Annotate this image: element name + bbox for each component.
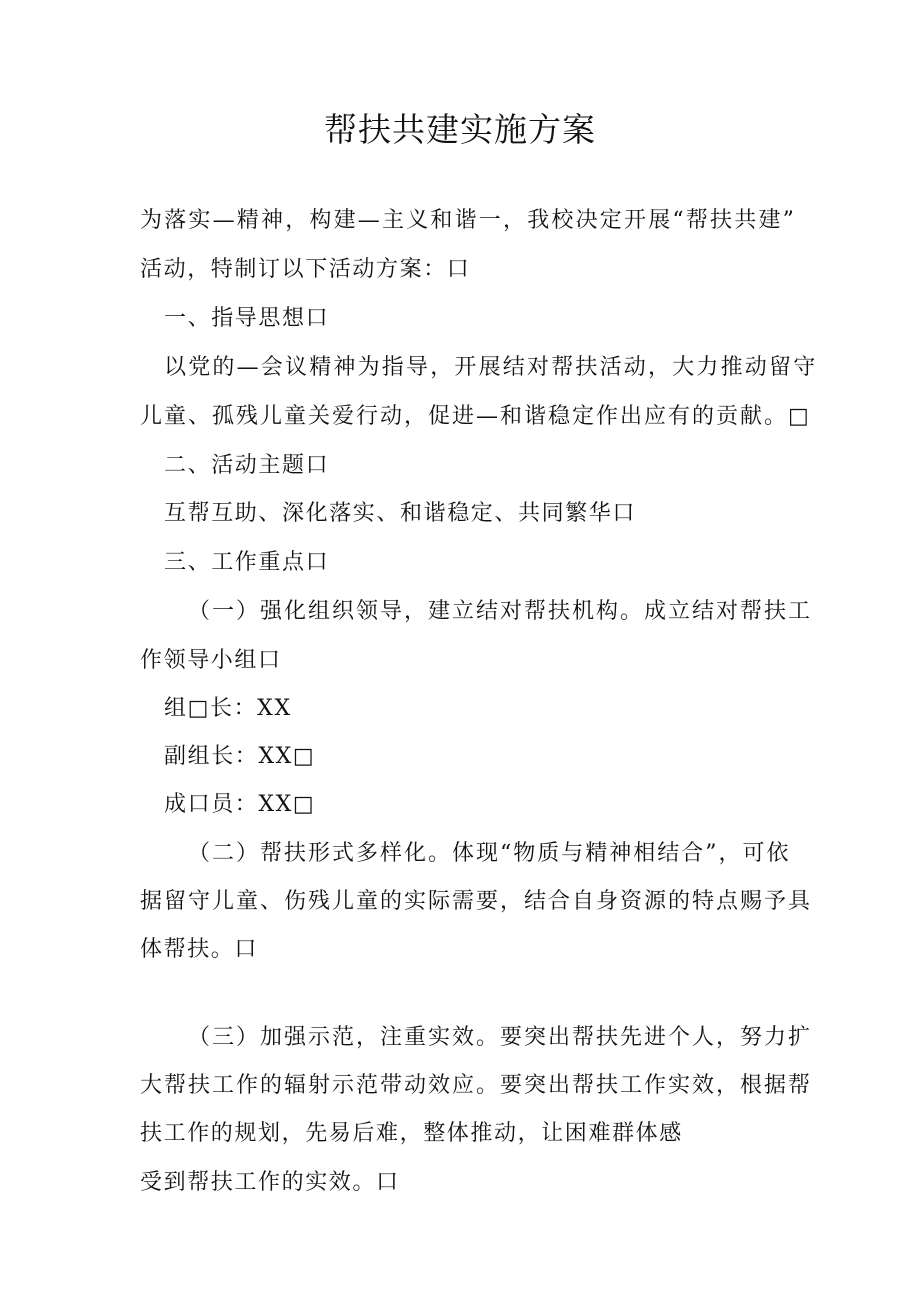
paragraph-line: 为落实—精神，构建—主义和谐一，我校决定开展“帮扶共建” [140,208,797,233]
paragraph-line: （二）帮扶形式多样化。体现“物质与精神相结合”，可依 [188,841,791,866]
team-member-line: 成口员：XX□ [164,792,316,817]
document-title: 帮扶共建实施方案 [324,110,596,149]
paragraph-line: 体帮扶。口 [140,937,259,962]
section-heading: 三、工作重点口 [164,550,330,575]
team-member-line: 副组长：XX□ [164,744,316,769]
paragraph-line: 扶工作的规划，先易后难，整体推动，让困难群体感 [140,1121,683,1146]
paragraph-line: 活动，特制订以下活动方案：口 [140,257,471,282]
paragraph-line: 以党的—会议精神为指导，开展结对帮扶活动，大力推动留守 [164,355,818,380]
team-member-line: 组□长：XX [164,696,292,721]
paragraph-line: 互帮互助、深化落实、和谐稳定、共同繁华口 [164,501,637,526]
paragraph-line: 受到帮扶工作的实效。口 [140,1170,400,1195]
paragraph-line: 据留守儿童、伤残儿童的实际需要，结合自身资源的特点赐予具 [140,889,813,914]
paragraph-line: 儿童、孤残儿童关爱行动，促进—和谐稳定作出应有的贡献。□ [140,404,811,429]
paragraph-line: 大帮扶工作的辐射示范带动效应。要突出帮扶工作实效，根据帮 [140,1073,813,1098]
section-heading: 一、指导思想口 [164,306,330,331]
paragraph-line: （一）强化组织领导，建立结对帮扶机构。成立结对帮扶工 [188,599,813,624]
paragraph-line: （三）加强示范，注重实效。要突出帮扶先进个人，努力扩 [188,1025,813,1050]
paragraph-line: 作领导小组口 [140,648,282,673]
section-heading: 二、活动主题口 [164,453,330,478]
